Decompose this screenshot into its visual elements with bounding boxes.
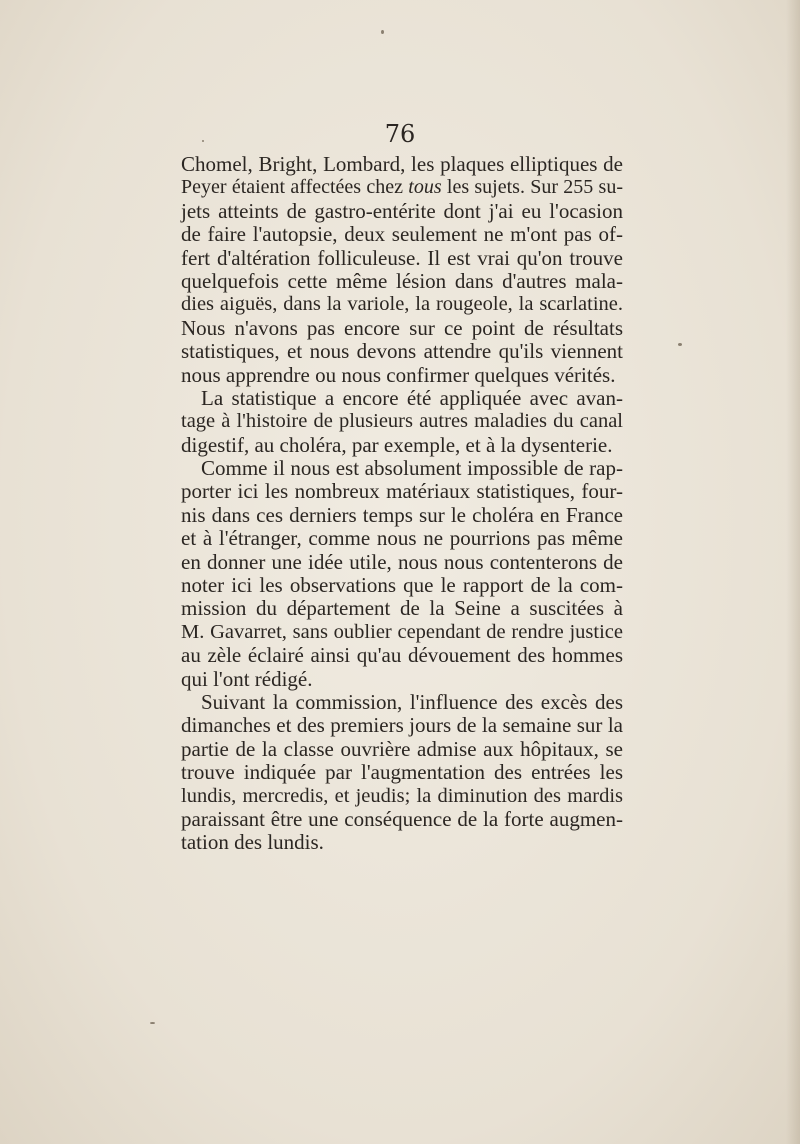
page-number: 76	[384, 120, 416, 148]
text-line: digestif, au choléra, par exemple, et à la dysenterie.	[181, 432, 613, 457]
text-line: tage à l'histoire de plusieurs autres maladies du canal	[181, 410, 623, 433]
text-line: porter ici les nombreux matériaux statistiques, four-	[181, 479, 623, 504]
text-line: au zèle éclairé ainsi qu'au dévouement des hommes	[181, 643, 623, 668]
text-line: Comme il nous est absolument impossible de rap-	[201, 456, 623, 481]
text-line: de faire l'autopsie, deux seulement ne m'ont pas of-	[181, 222, 623, 247]
paper-speck	[150, 1022, 155, 1024]
text-line: quelquefois cette même lésion dans d'autres mala-	[181, 268, 623, 293]
text-line: La statistique a encore été appliquée avec avan-	[201, 385, 623, 410]
text-line: mission du département de la Seine a suscitées à	[181, 596, 623, 621]
text-line: et à l'étranger, comme nous ne pourrions pas même	[181, 526, 623, 551]
text-line: noter ici les observations que le rapport de la com-	[181, 573, 623, 598]
body-text	[181, 153, 623, 855]
text-line: dimanches et des premiers jours de la semaine sur la	[181, 713, 623, 738]
text-line: Suivant la commission, l'influence des excès des	[201, 689, 623, 714]
text-line: Peyer étaient affectées chez tous les sujets. Sur 255 su-	[181, 176, 623, 199]
text-line: tation des lundis.	[181, 830, 324, 855]
text-line: en donner une idée utile, nous nous contenterons de	[181, 549, 623, 574]
page-edge-shadow	[786, 0, 800, 1144]
text-line: fert d'altération folliculeuse. Il est vrai qu'on trouve	[181, 245, 623, 270]
text-line: jets atteints de gastro-entérite dont j'ai eu l'ocasion	[181, 198, 623, 223]
text-line: trouve indiquée par l'augmentation des entrées les	[181, 760, 623, 785]
text-line: nous apprendre ou nous confirmer quelques vérités.	[181, 362, 616, 387]
text-line: nis dans ces derniers temps sur le choléra en France	[181, 502, 623, 527]
emphasis-word: tous	[408, 176, 442, 199]
text-line: partie de la classe ouvrière admise aux hôpitaux, se	[181, 736, 623, 761]
text-line: lundis, mercredis, et jeudis; la diminution des mardis	[181, 784, 623, 807]
text-line: paraissant être une conséquence de la forte augmen-	[181, 806, 623, 831]
text-line: Chomel, Bright, Lombard, les plaques elliptiques de	[181, 152, 623, 176]
text-line: statistiques, et nous devons attendre qu'ils viennent	[181, 339, 623, 364]
text-line: dies aiguës, dans la variole, la rougeole, la scarlatine.	[181, 293, 623, 316]
text-line: qui l'ont rédigé.	[181, 666, 313, 691]
text-line: M. Gavarret, sans oublier cependant de rendre justice	[181, 620, 623, 643]
paper-speck	[381, 30, 384, 34]
paper-speck	[678, 343, 682, 346]
text-line: Nous n'avons pas encore sur ce point de résultats	[181, 315, 623, 340]
